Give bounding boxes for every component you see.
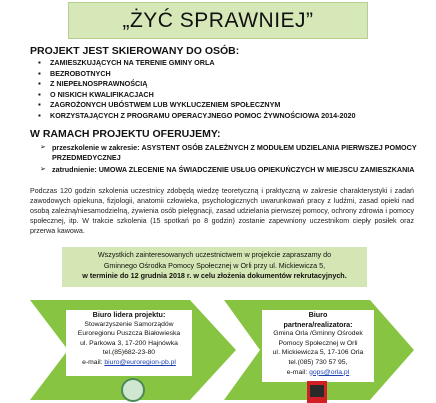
list-item: ▪ ZAGROŻONYCH UBÓSTWEM LUB WYKLUCZENIEM SPOŁECZNYM (30, 100, 420, 111)
leader-email-label: e-mail: (82, 358, 105, 366)
offer-list (38, 143, 418, 175)
partner-email-row (262, 368, 374, 378)
note-line: Wszystkich zainteresowanych uczestnictwem w projekcie zapraszamy do (97, 250, 332, 259)
recruitment-note (62, 247, 367, 287)
section-heading-offer: W RAMACH PROJEKTU OFERUJEMY: (30, 128, 221, 140)
offer-text: UMOWA ZLECENIE NA ŚWIADCZENIE USŁUG OPIEKUŃCZYCH W MIEJSCU ZAMIESZKANIA (98, 165, 415, 174)
leader-line: tel.(85)682-23-80 (102, 349, 156, 357)
partner-heading: Biuro (308, 310, 328, 319)
partner-office-panel (262, 310, 374, 382)
leader-line: Euroregionu Puszcza Białowieska (77, 330, 181, 338)
leader-line: Stowarzyszenie Samorządów (84, 320, 174, 328)
partner-line: ul. Mickiewicza 5, 17-106 Orla (272, 349, 364, 357)
list-item: ▪ KORZYSTAJĄCYCH Z PROGRAMU OPERACYJNEGO POMOC ŻYWNOŚCIOWA 2014-2020 (30, 111, 420, 122)
partner-line: Gmina Orla /Gminny Ośrodek (273, 330, 363, 338)
section-heading-target: PROJEKT JEST SKIEROWANY DO OSÓB: (30, 45, 240, 57)
target-list (30, 58, 420, 122)
title-banner (68, 2, 368, 39)
leader-heading: Biuro lidera projektu: (92, 310, 166, 319)
note-line: w terminie do 12 grudnia 2018 r. w celu złożenia dokumentów rekrutacyjnych. (82, 271, 347, 280)
partner-line: Pomocy Społecznej w Orli (278, 339, 358, 347)
list-item: ▪ Z NIEPEŁNOSPRAWNOŚCIĄ (30, 79, 420, 90)
partner-email-label: e-mail: (286, 368, 310, 376)
offer-label: przeszkolenie w zakresie: (52, 143, 140, 152)
leader-line: ul. Parkowa 3, 17-200 Hajnówka (80, 339, 178, 347)
leader-office-panel (66, 310, 192, 376)
list-item: ▪ ZAMIESZKUJĄCYCH NA TERENIE GMINY ORLA (30, 58, 420, 69)
leader-email-row (66, 358, 192, 368)
partner-line: tel.(085) 730 57 95, (288, 358, 348, 366)
offer-label: zatrudnienie: (52, 165, 97, 174)
euroregion-logo (121, 378, 145, 402)
list-item (38, 143, 418, 163)
leader-email-link[interactable]: biuro@euroregion-pb.pl (104, 358, 176, 366)
list-item: ▪ O NISKICH KWALIFIKACJACH (30, 90, 420, 101)
list-item: ▪ BEZROBOTNYCH (30, 69, 420, 80)
page-title: „ŻYĆ SPRAWNIEJ” (122, 8, 314, 32)
list-item (38, 165, 418, 175)
partner-heading: partnera/realizatora: (283, 319, 353, 329)
note-line: Gminnego Ośrodka Pomocy Społecznej w Orli przy ul. Mickiewicza 5, (103, 260, 326, 270)
partner-email-link[interactable]: gops@orla.pl (309, 368, 350, 376)
offer-text: ASYSTENT OSÓB ZALEŻNYCH Z MODUŁEM UDZIELANIA PIERWSZEJ POMOCY PRZEDMEDYCZNEJ (52, 143, 417, 162)
description-paragraph: Podczas 120 godzin szkolenia uczestnicy zdobędą wiedzę teoretyczną i praktyczną w zakresie charakterystyki i zadań zawodowych opiekuna, fizjologii, anatomii człowieka, psychologicznych uwarunkowań pracy z ludźmi, zasad opieki nad osobą zależną/niesamodzielną, żywienia osób pielęgnacji, zasad udzielania pierwszej pomocy, ochrony zdrowia i pomocy społecznej, itp. W trakcie szkolenia (15 spotkań po 8 godzin) zostanie zapewniony uczestnikom ciepły posiłek oraz przerwa kawowa. (30, 187, 414, 236)
